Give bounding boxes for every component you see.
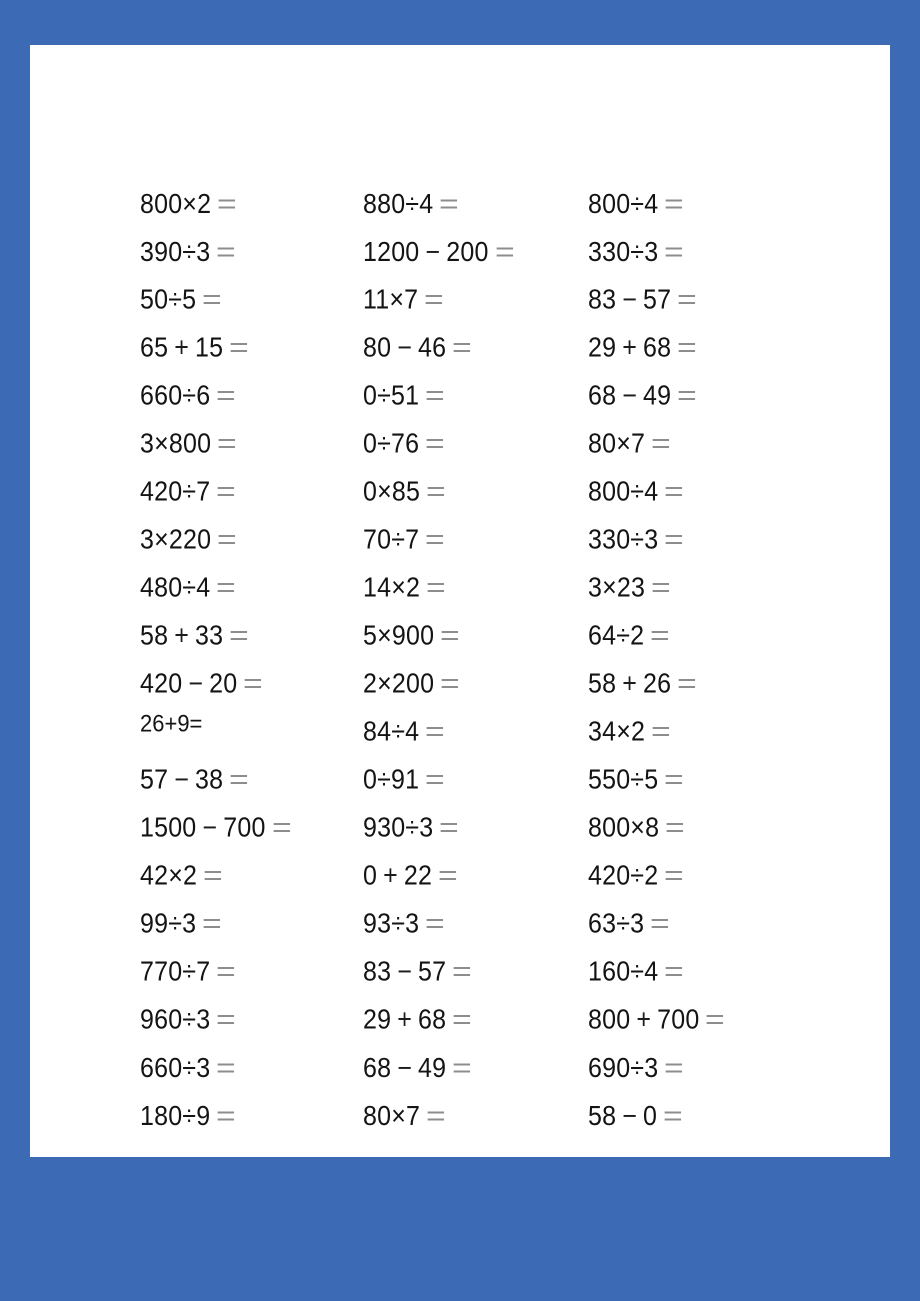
problem-cell xyxy=(140,286,363,315)
equals-sign: = xyxy=(677,380,698,411)
operator: − xyxy=(397,332,413,363)
equals-sign: = xyxy=(651,572,672,603)
problem-cell xyxy=(363,862,588,891)
equals-sign: = xyxy=(452,1004,473,1035)
problem-cell xyxy=(363,190,588,219)
problem-cell xyxy=(588,718,868,747)
problem-expression: 11×7 = xyxy=(363,284,445,315)
problem-expression: 63÷3 = xyxy=(588,908,671,939)
equals-sign: = xyxy=(425,908,446,939)
problem-cell xyxy=(588,958,868,987)
worksheet-row xyxy=(140,372,868,420)
problem-expression: 84÷4 = xyxy=(363,716,446,747)
problem-expression: 180÷9 = xyxy=(140,1100,237,1131)
equals-sign: = xyxy=(663,1100,684,1131)
problem-cell xyxy=(363,382,588,411)
equals-sign: = xyxy=(426,572,447,603)
operator: − xyxy=(397,956,413,987)
problem-expression: 770÷7 = xyxy=(140,956,237,987)
operator: + xyxy=(383,860,398,891)
problem-cell xyxy=(363,958,588,987)
problem-expression: 390÷3 = xyxy=(140,236,237,267)
equals-sign: = xyxy=(677,332,698,363)
problem-cell xyxy=(588,286,868,315)
equals-sign: = xyxy=(452,956,473,987)
worksheet-row xyxy=(140,852,868,900)
equals-sign: = xyxy=(677,668,698,699)
problem-cell xyxy=(140,430,363,459)
problem-expression: 800 + 700 = xyxy=(588,1004,726,1035)
equals-sign: = xyxy=(216,476,237,507)
equals-sign: = xyxy=(664,860,685,891)
problem-expression: 0×85 = xyxy=(363,476,447,507)
problem-cell xyxy=(140,574,363,603)
problem-expression: 480÷4 = xyxy=(140,572,237,603)
problem-expression: 3×800 = xyxy=(140,428,238,459)
problem-cell xyxy=(140,478,363,507)
problem-expression: 1500 − 700 = xyxy=(140,812,292,843)
problem-cell xyxy=(363,526,588,555)
equals-sign: = xyxy=(216,1100,237,1131)
equals-sign: = xyxy=(439,188,460,219)
problem-cell xyxy=(363,814,588,843)
worksheet-row xyxy=(140,228,868,276)
equals-sign: = xyxy=(426,1100,447,1131)
problem-expression: 0÷76 = xyxy=(363,428,446,459)
equals-sign: = xyxy=(216,380,237,411)
equals-sign: = xyxy=(217,428,238,459)
operator: − xyxy=(622,1100,638,1131)
worksheet-row xyxy=(140,1044,868,1092)
problem-expression: 68 − 49 = xyxy=(588,380,698,411)
equals-sign: = xyxy=(217,524,238,555)
problem-cell xyxy=(588,238,868,267)
worksheet-row xyxy=(140,756,868,804)
equals-sign: = xyxy=(229,764,250,795)
operator: + xyxy=(622,332,638,363)
problem-expression: 550÷5 = xyxy=(588,764,685,795)
problem-expression: 160÷4 = xyxy=(588,956,685,987)
problem-expression: 420÷2 = xyxy=(588,860,685,891)
problem-expression: 930÷3 = xyxy=(363,812,460,843)
equals-sign: = xyxy=(664,236,685,267)
equals-sign: = xyxy=(440,620,461,651)
problem-expression: 99÷3 = xyxy=(140,908,223,939)
problem-expression: 1200 − 200 = xyxy=(363,236,515,267)
equals-sign: = xyxy=(271,812,292,843)
problem-expression: 65 + 15 = xyxy=(140,332,250,363)
problem-cell xyxy=(140,622,363,651)
equals-sign: = xyxy=(677,284,698,315)
worksheet-page xyxy=(30,45,890,1157)
problem-cell xyxy=(140,766,363,795)
equals-sign: = xyxy=(452,332,473,363)
problem-cell xyxy=(588,334,868,363)
equals-sign: = xyxy=(216,572,237,603)
problem-cell xyxy=(363,1102,588,1131)
problem-expression: 660÷6 = xyxy=(140,380,237,411)
problem-expression: 64÷2 = xyxy=(588,620,671,651)
worksheet-row xyxy=(140,276,868,324)
problem-expression: 880÷4 = xyxy=(363,188,460,219)
problem-expression: 0 + 22 = xyxy=(363,860,459,891)
problem-cell xyxy=(140,334,363,363)
equals-sign: = xyxy=(664,956,685,987)
equals-sign: = xyxy=(229,620,250,651)
problem-cell xyxy=(140,862,363,891)
problem-expression: 83 − 57 = xyxy=(363,956,473,987)
problem-cell xyxy=(588,622,868,651)
problem-cell xyxy=(588,382,868,411)
problem-expression: 800÷4 = xyxy=(588,188,685,219)
equals-sign: = xyxy=(425,428,446,459)
worksheet-grid xyxy=(140,180,868,1140)
equals-sign: = xyxy=(452,1052,473,1083)
problem-cell xyxy=(588,814,868,843)
problem-cell xyxy=(363,622,588,651)
problem-cell xyxy=(140,238,363,267)
problem-cell xyxy=(588,670,868,699)
equals-sign: = xyxy=(216,1052,237,1083)
equals-sign: = xyxy=(664,1052,685,1083)
equals-sign: = xyxy=(203,860,224,891)
problem-expression: 330÷3 = xyxy=(588,524,685,555)
problem-cell xyxy=(140,670,363,699)
problem-cell xyxy=(140,958,363,987)
worksheet-row xyxy=(140,324,868,372)
problem-expression: 5×900 = xyxy=(363,620,461,651)
operator: − xyxy=(174,764,190,795)
problem-cell xyxy=(588,766,868,795)
problem-cell xyxy=(363,670,588,699)
problem-cell xyxy=(363,478,588,507)
problem-cell xyxy=(363,334,588,363)
problem-expression: 57 − 38 = xyxy=(140,764,250,795)
problem-expression: 800×8 = xyxy=(588,812,686,843)
equals-sign: = xyxy=(243,668,264,699)
problem-cell xyxy=(363,1054,588,1083)
problem-cell xyxy=(588,478,868,507)
worksheet-row xyxy=(140,516,868,564)
equals-sign: = xyxy=(229,332,250,363)
problem-expression: 0÷91 = xyxy=(363,764,446,795)
operator: + xyxy=(174,620,190,651)
worksheet-row xyxy=(140,708,868,756)
problem-expression: 800÷4 = xyxy=(588,476,685,507)
problem-cell xyxy=(363,766,588,795)
problem-cell xyxy=(363,1006,588,1035)
worksheet-row xyxy=(140,804,868,852)
problem-cell xyxy=(588,430,868,459)
problem-cell xyxy=(363,238,588,267)
problem-cell xyxy=(588,1054,868,1083)
equals-sign: = xyxy=(705,1004,726,1035)
equals-sign: = xyxy=(439,812,460,843)
worksheet-row xyxy=(140,660,868,708)
worksheet-row xyxy=(140,420,868,468)
worksheet-row xyxy=(140,612,868,660)
equals-sign: = xyxy=(664,764,685,795)
problem-expression: 42×2 = xyxy=(140,860,224,891)
problem-expression: 3×23 = xyxy=(588,572,672,603)
equals-sign: = xyxy=(425,764,446,795)
worksheet-row xyxy=(140,900,868,948)
problem-expression: 420÷7 = xyxy=(140,476,237,507)
equals-sign: = xyxy=(651,716,672,747)
problem-expression: 960÷3 = xyxy=(140,1004,237,1035)
equals-sign: = xyxy=(425,524,446,555)
problem-expression: 58 − 0 = xyxy=(588,1100,684,1131)
problem-expression: 83 − 57 = xyxy=(588,284,698,315)
equals-sign: = xyxy=(217,188,238,219)
equals-sign: = xyxy=(438,860,459,891)
equals-sign: = xyxy=(665,812,686,843)
equals-sign: = xyxy=(216,236,237,267)
operator: − xyxy=(397,1052,413,1083)
operator: − xyxy=(622,380,638,411)
problem-expression: 93÷3 = xyxy=(363,908,446,939)
problem-cell xyxy=(588,526,868,555)
problem-cell xyxy=(588,1006,868,1035)
problem-cell xyxy=(140,711,363,737)
operator: + xyxy=(174,332,190,363)
problem-expression: 330÷3 = xyxy=(588,236,685,267)
operator: + xyxy=(636,1004,652,1035)
problem-cell xyxy=(363,574,588,603)
operator: − xyxy=(622,284,638,315)
problem-cell xyxy=(140,526,363,555)
problem-cell xyxy=(588,574,868,603)
problem-cell xyxy=(588,190,868,219)
operator: + xyxy=(622,668,638,699)
equals-sign: = xyxy=(650,620,671,651)
equals-sign: = xyxy=(664,188,685,219)
problem-expression: 14×2 = xyxy=(363,572,447,603)
worksheet-row xyxy=(140,564,868,612)
problem-cell xyxy=(140,1054,363,1083)
problem-expression: 34×2 = xyxy=(588,716,672,747)
equals-sign: = xyxy=(202,908,223,939)
problem-cell xyxy=(588,1102,868,1131)
problem-cell xyxy=(140,910,363,939)
problem-cell xyxy=(363,286,588,315)
problem-expression: 3×220 = xyxy=(140,524,238,555)
equals-sign: = xyxy=(651,428,672,459)
equals-sign: = xyxy=(664,476,685,507)
equals-sign: = xyxy=(650,908,671,939)
worksheet-row xyxy=(140,468,868,516)
problem-expression: 68 − 49 = xyxy=(363,1052,473,1083)
problem-expression: 58 + 33 = xyxy=(140,620,250,651)
problem-expression: 80×7 = xyxy=(588,428,672,459)
problem-expression: 26+9= xyxy=(140,709,203,738)
problem-cell xyxy=(363,430,588,459)
equals-sign: = xyxy=(425,716,446,747)
equals-sign: = xyxy=(216,1004,237,1035)
problem-expression: 80 − 46 = xyxy=(363,332,473,363)
equals-sign: = xyxy=(216,956,237,987)
problem-cell xyxy=(363,910,588,939)
worksheet-row xyxy=(140,1092,868,1140)
problem-expression: 0÷51 = xyxy=(363,380,446,411)
operator: − xyxy=(202,812,218,843)
problem-cell xyxy=(140,190,363,219)
equals-sign: = xyxy=(664,524,685,555)
problem-cell xyxy=(588,862,868,891)
equals-sign: = xyxy=(440,668,461,699)
operator: − xyxy=(425,236,441,267)
problem-cell xyxy=(140,1102,363,1131)
problem-expression: 80×7 = xyxy=(363,1100,447,1131)
equals-sign: = xyxy=(202,284,223,315)
operator: − xyxy=(188,668,204,699)
problem-expression: 70÷7 = xyxy=(363,524,446,555)
problem-expression: 29 + 68 = xyxy=(588,332,698,363)
equals-sign: = xyxy=(425,380,446,411)
problem-cell xyxy=(140,382,363,411)
problem-expression: 690÷3 = xyxy=(588,1052,685,1083)
worksheet-row xyxy=(140,996,868,1044)
problem-expression: 50÷5 = xyxy=(140,284,223,315)
problem-expression: 660÷3 = xyxy=(140,1052,237,1083)
problem-expression: 58 + 26 = xyxy=(588,668,698,699)
equals-sign: = xyxy=(494,236,515,267)
problem-cell xyxy=(140,814,363,843)
worksheet-row xyxy=(140,180,868,228)
operator: + xyxy=(397,1004,413,1035)
problem-expression: 29 + 68 = xyxy=(363,1004,473,1035)
equals-sign: = xyxy=(426,476,447,507)
problem-expression: 2×200 = xyxy=(363,668,461,699)
problem-cell xyxy=(363,718,588,747)
problem-cell xyxy=(588,910,868,939)
worksheet-row xyxy=(140,948,868,996)
problem-expression: 800×2 = xyxy=(140,188,238,219)
equals-sign: = xyxy=(424,284,445,315)
problem-expression: 420 − 20 = xyxy=(140,668,264,699)
problem-cell xyxy=(140,1006,363,1035)
